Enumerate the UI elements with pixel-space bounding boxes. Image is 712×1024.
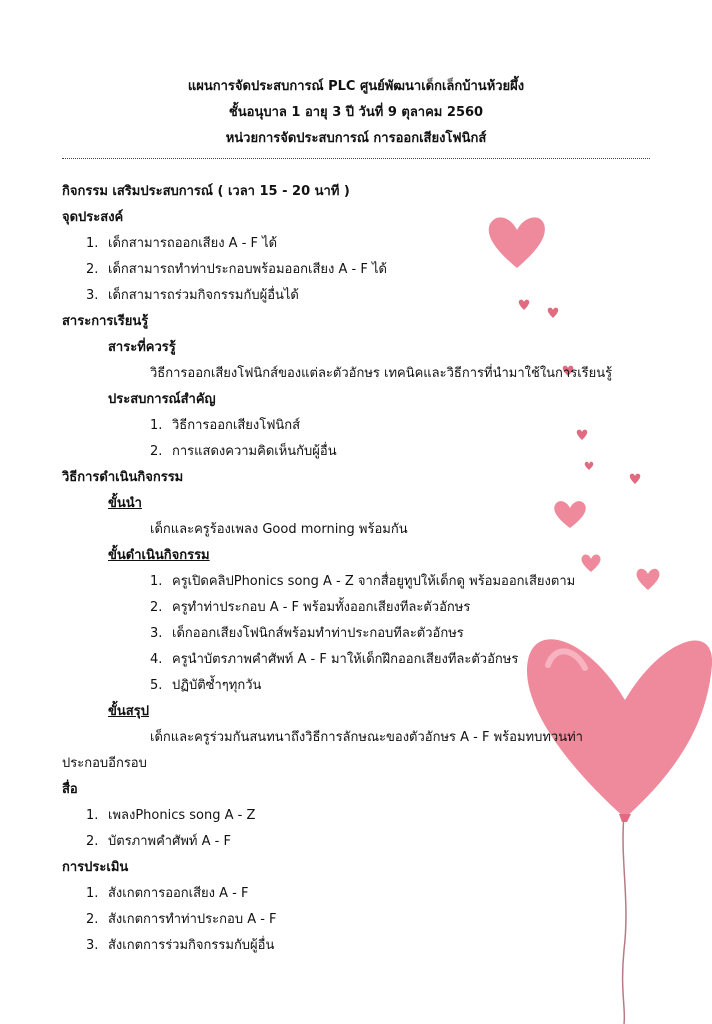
objective-item: 1. เด็กสามารถออกเสียง A - F ได้	[86, 236, 278, 251]
step-item: 3. เด็กออกเสียงโฟนิกส์พร้อมทำท่าประกอบทีละตัวอักษร	[150, 626, 464, 641]
media-heading: สื่อ	[62, 782, 78, 797]
intro-text: เด็กและครูร้องเพลง Good morning พร้อมกัน	[150, 522, 408, 537]
heart-icon	[519, 300, 530, 310]
heart-icon	[637, 569, 660, 590]
experience-item: 1. วิธีการออกเสียงโฟนิกส์	[150, 418, 301, 433]
intro-heading: ขั้นนำ	[108, 496, 142, 511]
heart-icon	[577, 430, 588, 440]
heart-icon	[489, 217, 545, 268]
class-date-line: ชั้นอนุบาล 1 อายุ 3 ปี วันที่ 9 ตุลาคม 2560	[228, 105, 484, 120]
step-item: 1. ครูเปิดคลิปPhonics song A - Z จากสื่อยูทูปให้เด็กดู พร้อมออกเสียงตาม	[150, 574, 576, 589]
heart-icon	[554, 501, 586, 528]
objectives-heading: จุดประสงค์	[62, 210, 124, 225]
activity-heading: กิจกรรม เสริมประสบการณ์ ( เวลา 15 - 20 นาที )	[62, 184, 350, 199]
evaluation-item: 3. สังเกตการร่วมกิจกรรมกับผู้อื่น	[86, 938, 275, 953]
balloon-string	[623, 815, 626, 1024]
knowledge-heading: สาระที่ควรรู้	[108, 340, 176, 355]
experience-item: 2. การแสดงความคิดเห็นกับผู้อื่น	[150, 444, 337, 459]
main-steps-heading: ขั้นดำเนินกิจกรรม	[108, 548, 210, 563]
objective-item: 2. เด็กสามารถทำท่าประกอบพร้อมออกเสียง A - F ได้	[86, 262, 387, 277]
summary-text: เด็กและครูร่วมกันสนทนาถึงวิธีการลักษณะของตัวอักษร A - F พร้อมทบทวนท่า	[150, 730, 583, 745]
summary-text-continued: ประกอบอีกรอบ	[62, 756, 147, 771]
heart-icon	[581, 555, 600, 572]
media-item: 1. เพลงPhonics song A - Z	[86, 808, 256, 823]
experience-heading: ประสบการณ์สำคัญ	[108, 392, 216, 407]
heart-icon	[585, 462, 594, 470]
document-title: แผนการจัดประสบการณ์ PLC ศูนย์พัฒนาเด็กเล็กบ้านห้วยผึ้ง	[187, 79, 525, 94]
content-heading: สาระการเรียนรู้	[62, 314, 149, 329]
step-item: 2. ครูทำท่าประกอบ A - F พร้อมทั้งออกเสียงทีละตัวอักษร	[150, 600, 471, 615]
unit-title: หน่วยการจัดประสบการณ์ การออกเสียงโฟนิกส์	[225, 131, 487, 146]
step-item: 5. ปฏิบัติซ้ำๆทุกวัน	[150, 678, 262, 693]
summary-heading: ขั้นสรุป	[108, 704, 149, 719]
step-item: 4. ครูนำบัตรภาพคำศัพท์ A - F มาให้เด็กฝึกออกเสียงทีละตัวอักษร	[150, 652, 519, 667]
heart-icon	[630, 474, 641, 484]
evaluation-heading: การประเมิน	[62, 860, 129, 875]
evaluation-item: 2. สังเกตการทำท่าประกอบ A - F	[86, 912, 277, 927]
objective-item: 3. เด็กสามารถร่วมกิจกรรมกับผู้อื่นได้	[86, 288, 299, 303]
dotted-divider	[62, 158, 650, 159]
procedure-heading: วิธีการดำเนินกิจกรรม	[62, 470, 184, 485]
knowledge-text: วิธีการออกเสียงโฟนิกส์ของแต่ละตัวอักษร เทคนิคและวิธีการที่นำมาใช้ในการเรียนรู้	[150, 366, 613, 381]
media-item: 2. บัตรภาพคำศัพท์ A - F	[86, 834, 231, 849]
evaluation-item: 1. สังเกตการออกเสียง A - F	[86, 886, 249, 901]
heart-icon	[548, 308, 559, 318]
